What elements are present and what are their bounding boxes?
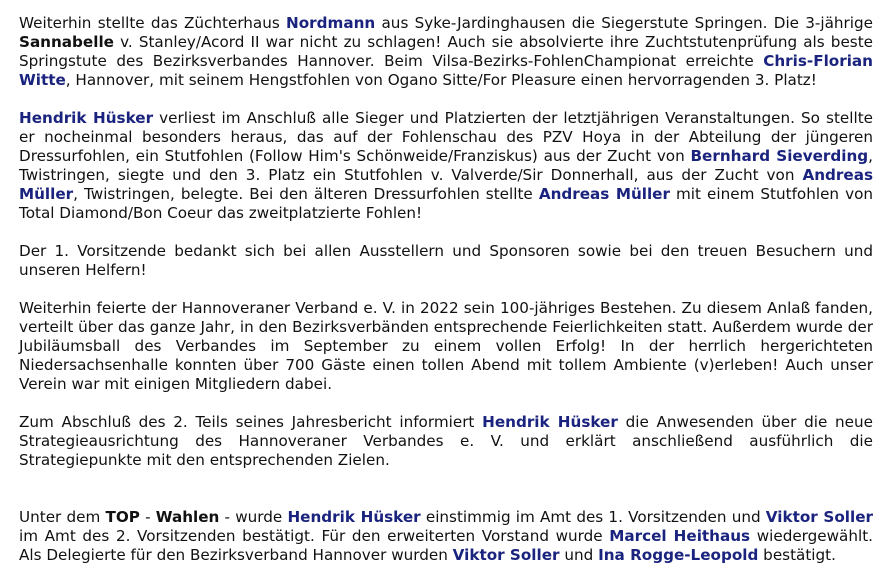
text-run: verliest im Anschluß alle Sieger und Platzierten der letztjährigen Veranstaltungen. So stellte er nocheinmal besonders heraus, das auf der Fohlenschau des PZV Hoya in der Abteilung der jüngeren Dressurfohlen, ein Stutfohlen (Follow Him's Schönweide/Franziskus) aus der Zucht von (19, 109, 874, 165)
text-run: Der 1. Vorsitzende bedankt sich bei allen Ausstellern und Sponsoren sowie bei den treuen Besuchern und unseren Helfern! (19, 242, 873, 279)
text-run: im Amt des 2. Vorsitzenden bestätigt. Für den erweiterten Vorstand wurde (19, 527, 610, 545)
person-name: Andreas Müller (19, 166, 873, 203)
text-run: Unter dem (19, 508, 106, 526)
paragraph-foal-show-results (19, 109, 873, 223)
text-run: wiedergewählt. Als Delegierte für den Bezirksverband Hannover wurden (19, 527, 873, 564)
bold-term: Sannabelle (19, 33, 114, 51)
text-run: und (559, 546, 599, 564)
text-run: Weiterhin stellte das Züchterhaus (19, 14, 287, 32)
text-run: - (139, 508, 156, 526)
text-run: die Anwesenden über die neue Strategieausrichtung des Hannoveraner Verbandes e. V. und erklärt anschließend ausführlich die Strategiepunkte mit den entsprechenden Zielen. (19, 413, 873, 469)
article-body (19, 14, 873, 584)
person-name: Hendrik Hüsker (287, 508, 421, 526)
text-run: v. Stanley/Acord II war nicht zu schlagen! Auch sie absolvierte ihre Zuchtstutenprüfung als beste Springstute des Bezirksverbandes Hannover. Beim Vilsa-Bezirks-FohlenChampionat erreichte (19, 33, 873, 70)
bold-term: Wahlen (155, 508, 220, 526)
text-run: aus Syke-Jardinghausen die Siegerstute Springen. Die 3-jährige (375, 14, 874, 32)
paragraph-thanks (19, 242, 873, 280)
paragraph-strategy (19, 413, 873, 470)
text-run: einstimmig im Amt des 1. Vorsitzenden und (420, 508, 766, 526)
person-name: Viktor Soller (452, 546, 560, 564)
paragraph-elections (19, 508, 873, 565)
person-name: Hendrik Hüsker (482, 413, 618, 431)
paragraph-stallion-show-results (19, 14, 873, 90)
text-run: , Twistringen, siegte und den 3. Platz ein Stutfohlen v. Valverde/Sir Donnerhall, aus der Zucht von (19, 147, 873, 184)
paragraph-anniversary (19, 299, 873, 394)
person-name: Ina Rogge-Leopold (598, 546, 759, 564)
person-name: Bernhard Sieverding (690, 147, 869, 165)
text-run: , Hannover, mit seinem Hengstfohlen von Ogano Sitte/For Pleasure einen hervorragenden 3. Platz! (65, 71, 817, 89)
person-name: Marcel Heithaus (609, 527, 751, 545)
person-name: Chris-Florian Witte (19, 52, 873, 89)
text-run: - wurde (219, 508, 288, 526)
person-name: Viktor Soller (765, 508, 874, 526)
person-name: Andreas Müller (538, 185, 670, 203)
bold-term: TOP (105, 508, 140, 526)
text-run: Zum Abschluß des 2. Teils seines Jahresbericht informiert (19, 413, 483, 431)
text-run: bestätigt. (758, 546, 836, 564)
person-name: Nordmann (286, 14, 376, 32)
text-run: mit einem Stutfohlen von Total Diamond/Bon Coeur das zweitplatzierte Fohlen! (19, 185, 873, 222)
text-run: Weiterhin feierte der Hannoveraner Verband e. V. in 2022 sein 100-jähriges Bestehen. Zu diesem Anlaß fanden, verteilt über das ganze Jahr, in den Bezirksverbänden entsprechende Feierlichkeiten statt. Außerdem wurde der Jubiläumsball des Verbandes im September zu einem vollen Erfolg! In der herrlich hergerichteten Niedersachsenhalle konnten über 700 Gäste einen tollen Abend mit tollem Ambiente (v)erleben! Auch unser Verein war mit einigen Mitgliedern dabei. (19, 299, 873, 393)
text-run: , Twistringen, belegte. Bei den älteren Dressurfohlen stellte (73, 185, 539, 203)
person-name: Hendrik Hüsker (19, 109, 154, 127)
